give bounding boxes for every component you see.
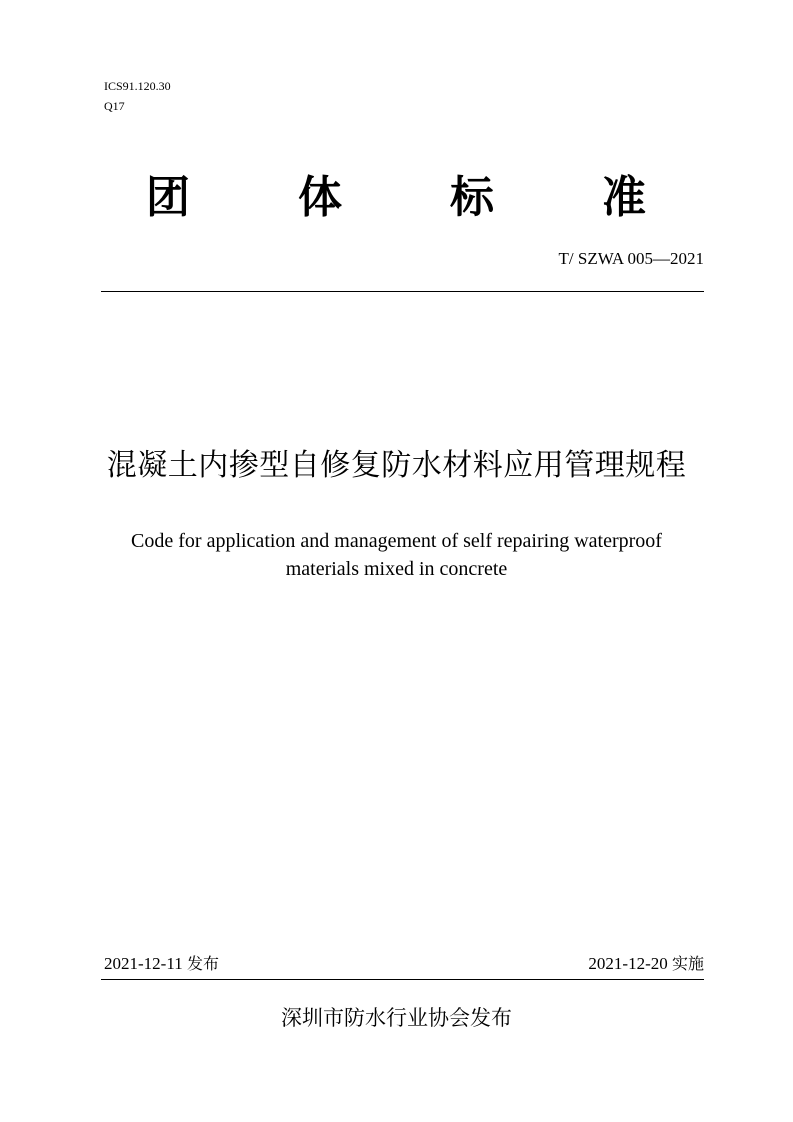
title-english-line: materials mixed in concrete [285,558,508,580]
issue-date: 2021-12-11 [104,954,183,973]
effective-date-block [588,953,704,975]
top-divider [101,291,704,292]
effective-label: 实施 [671,954,704,973]
standard-type-char: 标 [450,172,494,223]
publisher: 深圳市防水行业协会发布 [281,1006,512,1030]
title-english-line: Code for application and management of self repairing waterproof [131,530,662,552]
issue-date-block [104,953,219,975]
title-chinese: 混凝土内掺型自修复防水材料应用管理规程 [106,448,687,483]
title-english [0,527,793,583]
ccs-code: Q17 [104,99,125,113]
standard-type-char: 体 [298,172,342,223]
standard-type-heading [146,170,646,226]
effective-date: 2021-12-20 [588,954,668,973]
classification-codes [104,76,171,116]
standard-type-char: 团 [146,172,190,223]
ics-code: ICS91.120.30 [104,79,171,93]
standard-number: T/ SZWA 005—2021 [558,249,704,268]
bottom-divider [101,979,704,980]
issue-label: 发布 [186,954,219,973]
standard-type-char: 准 [602,172,646,223]
